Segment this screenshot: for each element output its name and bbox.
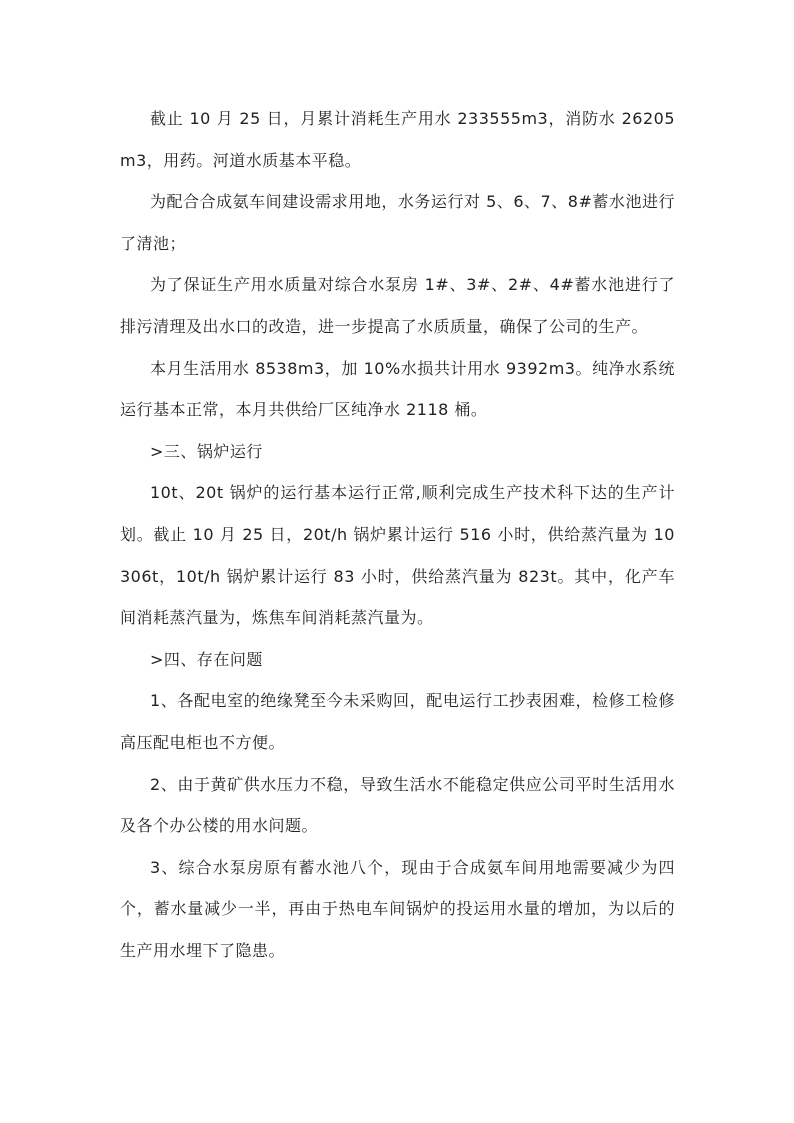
paragraph-boiler-operation: 10t、20t 锅炉的运行基本运行正常,顺利完成生产技术科下达的生产计划。截止 10 月 25 日，20t/h 锅炉累计运行 516 小时，供给蒸汽量为 10306t，10t/h 锅炉累计运行 83 小时，供给蒸汽量为 823t。其中，化产车间消耗蒸汽量为，炼焦车间消耗蒸汽量为。 bbox=[120, 483, 675, 628]
paragraph-pool-cleaning: 为配合合成氨车间建设需求用地，水务运行对 5、6、7、8#蓄水池进行了清池； bbox=[120, 192, 675, 253]
document-body bbox=[120, 98, 675, 971]
paragraph-domestic-water: 本月生活用水 8538m3，加 10%水损共计用水 9392m3。纯净水系统运行基本正常，本月共供给厂区纯净水 2118 桶。 bbox=[120, 358, 675, 420]
paragraph-water-consumption: 截止 10 月 25 日，月累计消耗生产用水 233555m3，消防水 26205m3，用药。河道水质基本平稳。 bbox=[120, 109, 675, 170]
section-heading-problems: >四、存在问题 bbox=[150, 649, 263, 669]
list-item-problem-1: 1、各配电室的绝缘凳至今未采购回，配电运行工抄表困难，检修工检修高压配电柜也不方便。 bbox=[120, 691, 675, 752]
list-item-problem-3: 3、综合水泵房原有蓄水池八个，现由于合成氨车间用地需要减少为四个，蓄水量减少一半，再由于热电车间锅炉的投运用水量的增加，为以后的生产用水埋下了隐患。 bbox=[120, 857, 675, 960]
list-item-problem-2: 2、由于黄矿供水压力不稳，导致生活水不能稳定供应公司平时生活用水及各个办公楼的用水问题。 bbox=[120, 774, 675, 836]
paragraph-water-quality: 为了保证生产用水质量对综合水泵房 1#、3#、2#、4#蓄水池进行了排污清理及出水口的改造，进一步提高了水质质量，确保了公司的生产。 bbox=[120, 275, 675, 336]
section-heading-boiler: >三、锅炉运行 bbox=[150, 441, 263, 461]
